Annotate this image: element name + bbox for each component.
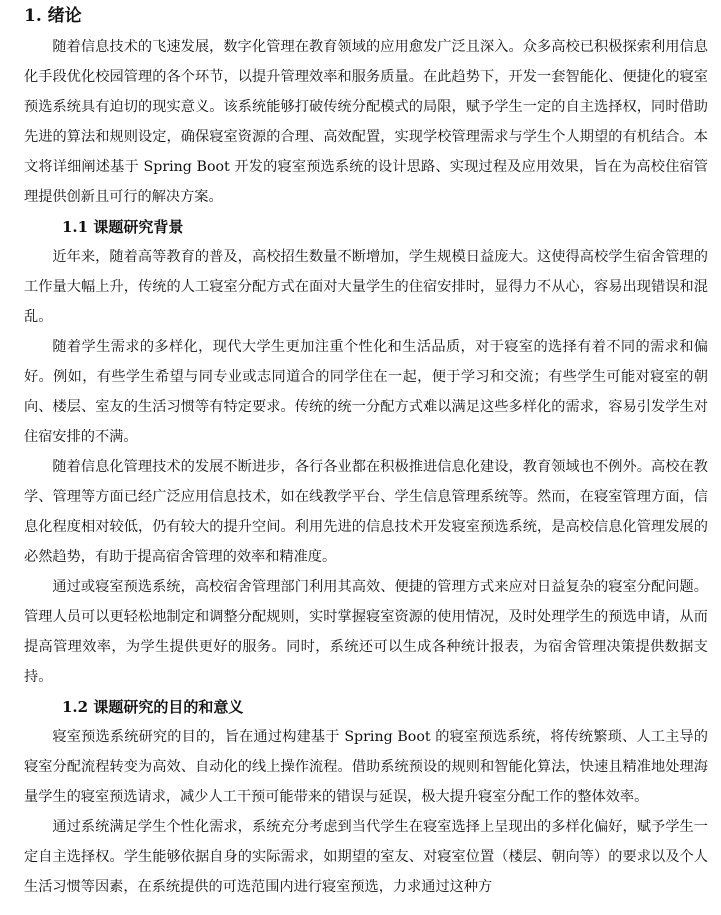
section-heading-purpose: 1.2 课题研究的目的和意义 — [62, 698, 244, 716]
background-paragraph-3: 随着信息化管理技术的发展不断进步，各行各业都在积极推进信息化建设，教育领域也不例外。高校在教学、管理等方面已经广泛应用信息技术，如在线教学平台、学生信息管理系统等。然而，在寝室管理方面，信息化程度相对较低，仍有较大的提升空间。利用先进的信息技术开发寝室预选系统，是高校信息化管理发展的必然趋势，有助于提高宿舍管理的效率和精准度。 — [24, 459, 708, 565]
section-heading-background: 1.1 课题研究背景 — [62, 218, 184, 236]
background-paragraph-1: 近年来，随着高等教育的普及，高校招生数量不断增加，学生规模日益庞大。这使得高校学生宿舍管理的工作量大幅上升，传统的人工寝室分配方式在面对大量学生的住宿安排时，显得力不从心，容易出现错误和混乱。 — [24, 249, 708, 325]
purpose-paragraph-1: 寝室预选系统研究的目的，旨在通过构建基于 Spring Boot 的寝室预选系统，将传统繁琐、人工主导的寝室分配流程转变为高效、自动化的线上操作流程。借助系统预设的规则和智能化算法，快速且精准地处理海量学生的寝室预选请求，减少人工干预可能带来的错误与延误，极大提升寝室分配工作的整体效率。 — [24, 729, 708, 805]
background-paragraph-2: 随着学生需求的多样化，现代大学生更加注重个性化和生活品质，对于寝室的选择有着不同的需求和偏好。例如，有些学生希望与同专业或志同道合的同学住在一起，便于学习和交流；有些学生可能对寝室的朝向、楼层、室友的生活习惯等有特定要求。传统的统一分配方式难以满足这些多样化的需求，容易引发学生对住宿安排的不满。 — [24, 339, 708, 445]
document-page — [24, 0, 708, 902]
purpose-paragraph-2: 通过系统满足学生个性化需求，系统充分考虑到当代学生在寝室选择上呈现出的多样化偏好，赋予学生一定自主选择权。学生能够依据自身的实际需求，如期望的室友、对寝室位置（楼层、朝向等）的要求以及个人生活习惯等因素，在系统提供的可选范围内进行寝室预选，力求通过这种方 — [24, 819, 708, 895]
background-paragraph-4: 通过或寝室预选系统，高校宿舍管理部门利用其高效、便捷的管理方式来应对日益复杂的寝室分配问题。管理人员可以更轻松地制定和调整分配规则，实时掌握寝室资源的使用情况，及时处理学生的预选申请，从而提高管理效率，为学生提供更好的服务。同时，系统还可以生成各种统计报表，为宿舍管理决策提供数据支持。 — [24, 579, 708, 685]
chapter-heading: 1. 绪论 — [24, 6, 82, 26]
intro-paragraph: 随着信息技术的飞速发展，数字化管理在教育领域的应用愈发广泛且深入。众多高校已积极探索利用信息化手段优化校园管理的各个环节，以提升管理效率和服务质量。在此趋势下，开发一套智能化、便捷化的寝室预选系统具有迫切的现实意义。该系统能够打破传统分配模式的局限，赋予学生一定的自主选择权，同时借助先进的算法和规则设定，确保寝室资源的合理、高效配置，实现学校管理需求与学生个人期望的有机结合。本文将详细阐述基于 Spring Boot 开发的寝室预选系统的设计思路、实现过程及应用效果，旨在为高校住宿管理提供创新且可行的解决方案。 — [24, 39, 708, 205]
